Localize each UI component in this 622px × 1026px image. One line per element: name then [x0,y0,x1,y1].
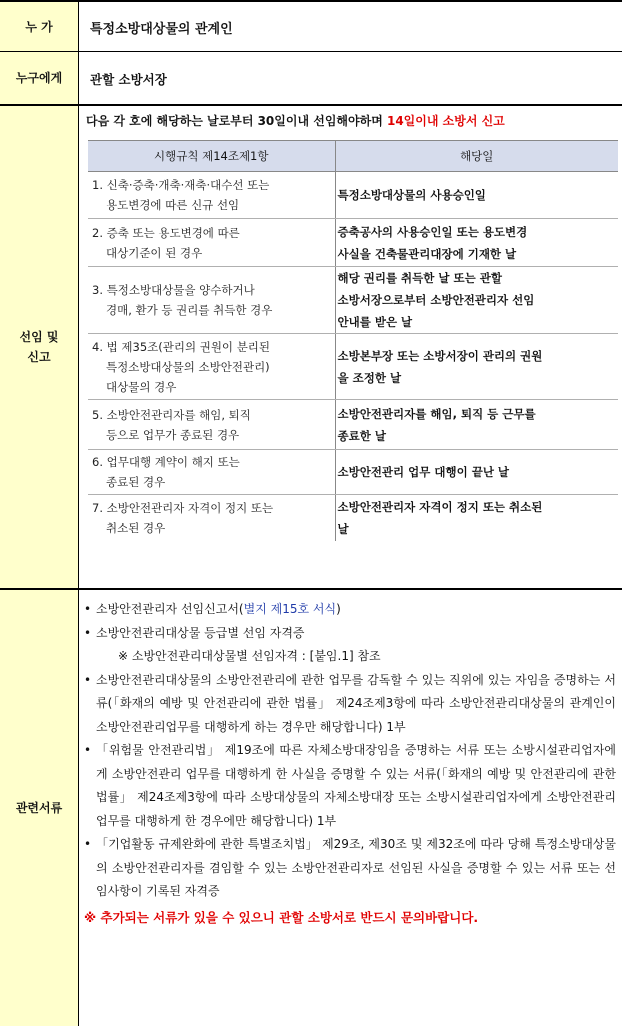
case-date-cell [335,219,618,267]
bullet: • [84,625,92,640]
case-date-cell [335,172,618,219]
case-date-cell [335,495,618,541]
table-header-row [88,141,618,172]
table-row [88,495,618,541]
row-who-value-cell [80,2,622,51]
table-header-date: 해당일 [335,141,618,172]
bullet: • [84,743,92,757]
table-row [88,267,618,334]
row-related-documents [0,590,622,1026]
documents-list [84,598,616,929]
case-cause-cell [88,267,335,334]
row-appointment [0,106,622,590]
list-item [84,739,616,833]
doc-item-1-text: 소방안전관리자 선임신고서( [96,602,244,616]
table-row [88,400,618,450]
case-date-line: 소방본부장 또는 소방서장이 관리의 권원 [337,348,543,363]
case-cause-line: 6. 업무대행 계약이 해지 또는 [92,455,240,469]
table-body [88,172,618,541]
doc-item-4: 「위험물 안전관리법」 제19조에 따른 자체소방대장임을 증명하는 서류 또는 소방시설관리업자에게 소방안전관리 업무를 대행하게 한 사실을 증명할 수 있는 서류(「화재의 예방 및 안전관리에 관한 법률」 제24조제3항에 따라 소방대상물의 자체소방대장 또는 소방시설관리업자에게 소방안전관리 업무를 대행하게 한 경우에만 해당합니다) 1부 [96,743,616,828]
instruction-text: 다음 각 호에 해당하는 날로부터 30일이내 선임해야하며 [86,114,387,128]
case-cause-cell [88,450,335,495]
case-date-line: 을 조정한 날 [337,370,402,385]
doc-item-3: 소방안전관리대상물의 소방안전관리에 관한 업무를 감독할 수 있는 직위에 있는 자임을 증명하는 서류(「화재의 예방 및 안전관리에 관한 법률」 제24조제3항에 따라 소방안전관리대상물의 관계인이 소방안전관리업무를 대행하게 하는 경우만 해당합니다) 1부 [96,672,616,734]
case-date-line: 소방안전관리자 자격이 정지 또는 취소된 [337,499,543,514]
case-cause-line: 취소된 경우 [106,520,166,535]
case-cause-cell [88,219,335,267]
case-date-cell [335,334,618,400]
row-to-whom-label: 누구에게 [0,52,79,104]
list-item [84,598,616,622]
instruction-deadline: 14일이내 소방서 신고 [386,114,505,128]
form-15-link[interactable]: 별지 제15호 서식 [243,602,337,616]
case-cause-line: 3. 특정소방대상물을 양수하거나 [92,283,255,297]
case-cause-cell [88,172,335,219]
case-date-line: 소방서장으로부터 소방안전관리자 선임 [337,293,535,307]
case-cause-cell [88,495,335,541]
list-item [84,622,616,646]
case-cause-line: 7. 소방안전관리자 자격이 정지 또는 [92,500,274,515]
case-date-line: 사실을 건축물관리대장에 기재한 날 [337,246,517,261]
list-item [84,833,616,904]
case-date-line: 소방안전관리 업무 대행이 끝난 날 [337,465,510,479]
table-row [88,219,618,267]
case-cause-cell [88,400,335,450]
bullet: • [84,602,92,616]
case-date-line: 특정소방대상물의 사용승인일 [337,188,486,202]
case-date-cell [335,267,618,334]
case-date-line: 증축공사의 사용승인일 또는 용도변경 [337,224,528,239]
case-date-line: 안내를 받은 날 [337,315,413,329]
row-who-label: 누 가 [0,2,79,51]
case-cause-line: 등으로 업무가 종료된 경우 [106,427,240,442]
case-date-line: 해당 권리를 취득한 날 또는 관할 [337,271,502,285]
row-to-whom-value-cell [80,52,622,104]
row-docs-label: 관련서류 [0,590,79,1026]
row-docs-value-cell [80,590,622,1026]
row-who [0,2,622,52]
case-date-cell [335,400,618,450]
appointment-cases-table [88,140,618,541]
case-date-line: 날 [337,521,349,536]
case-cause-line: 경매, 환가 등 권리를 취득한 경우 [106,303,273,317]
case-date-line: 종료한 날 [337,428,386,443]
list-item [84,669,616,740]
row-appointment-label [0,106,79,588]
case-cause-line: 대상기준이 된 경우 [106,245,203,260]
inquiry-warning: ※ 추가되는 서류가 있을 수 있으니 관할 소방서로 반드시 문의바랍니다. [84,909,479,925]
case-cause-line: 5. 소방안전관리자를 해임, 퇴직 [92,407,251,422]
qualification-note: ※ 소방안전관리대상물별 선임자격 : [붙임.1] 참조 [118,649,381,663]
appointment-label-text: 선임 및 신고 [19,330,59,364]
bullet: • [84,837,92,851]
bullet: • [84,672,92,687]
table-row [88,450,618,495]
case-cause-line: 1. 신축·증축·개축·재축·대수선 또는 [92,178,270,192]
case-date-cell [335,450,618,495]
case-cause-line: 2. 증축 또는 용도변경에 따른 [92,225,240,240]
doc-item-1-end: ) [336,602,341,616]
doc-item-5: 「기업활동 규제완화에 관한 특별조치법」 제29조, 제30조 및 제32조에 따라 당해 특정소방대상물의 소방안전관리자를 겸임할 수 있는 소방안전관리자로 선임된 사실을 증명할 수 있는 서류 또는 선임사항이 기록된 자격증 [96,837,616,898]
case-cause-line: 특정소방대상물의 소방안전관리) [106,359,270,374]
table-header-rule: 시행규칙 제14조제1항 [88,141,335,172]
row-appointment-value-cell [80,106,622,588]
table-row [88,172,618,219]
case-cause-line: 종료된 경우 [106,475,166,489]
case-cause-cell [88,334,335,400]
case-cause-line: 용도변경에 따른 신규 선임 [106,198,240,212]
table-row [88,334,618,400]
case-cause-line: 대상물의 경우 [106,379,177,394]
case-cause-line: 4. 법 제35조(관리의 권원이 분리된 [92,339,271,354]
appointment-instruction [86,112,505,129]
doc-item-2: 소방안전관리대상물 등급별 선임 자격증 [96,625,305,640]
row-to-whom [0,52,622,106]
case-date-line: 소방안전관리자를 해임, 퇴직 등 근무를 [337,406,536,421]
row-who-value: 특정소방대상물의 관계인 [90,22,233,37]
row-to-whom-value: 관할 소방서장 [90,72,167,87]
